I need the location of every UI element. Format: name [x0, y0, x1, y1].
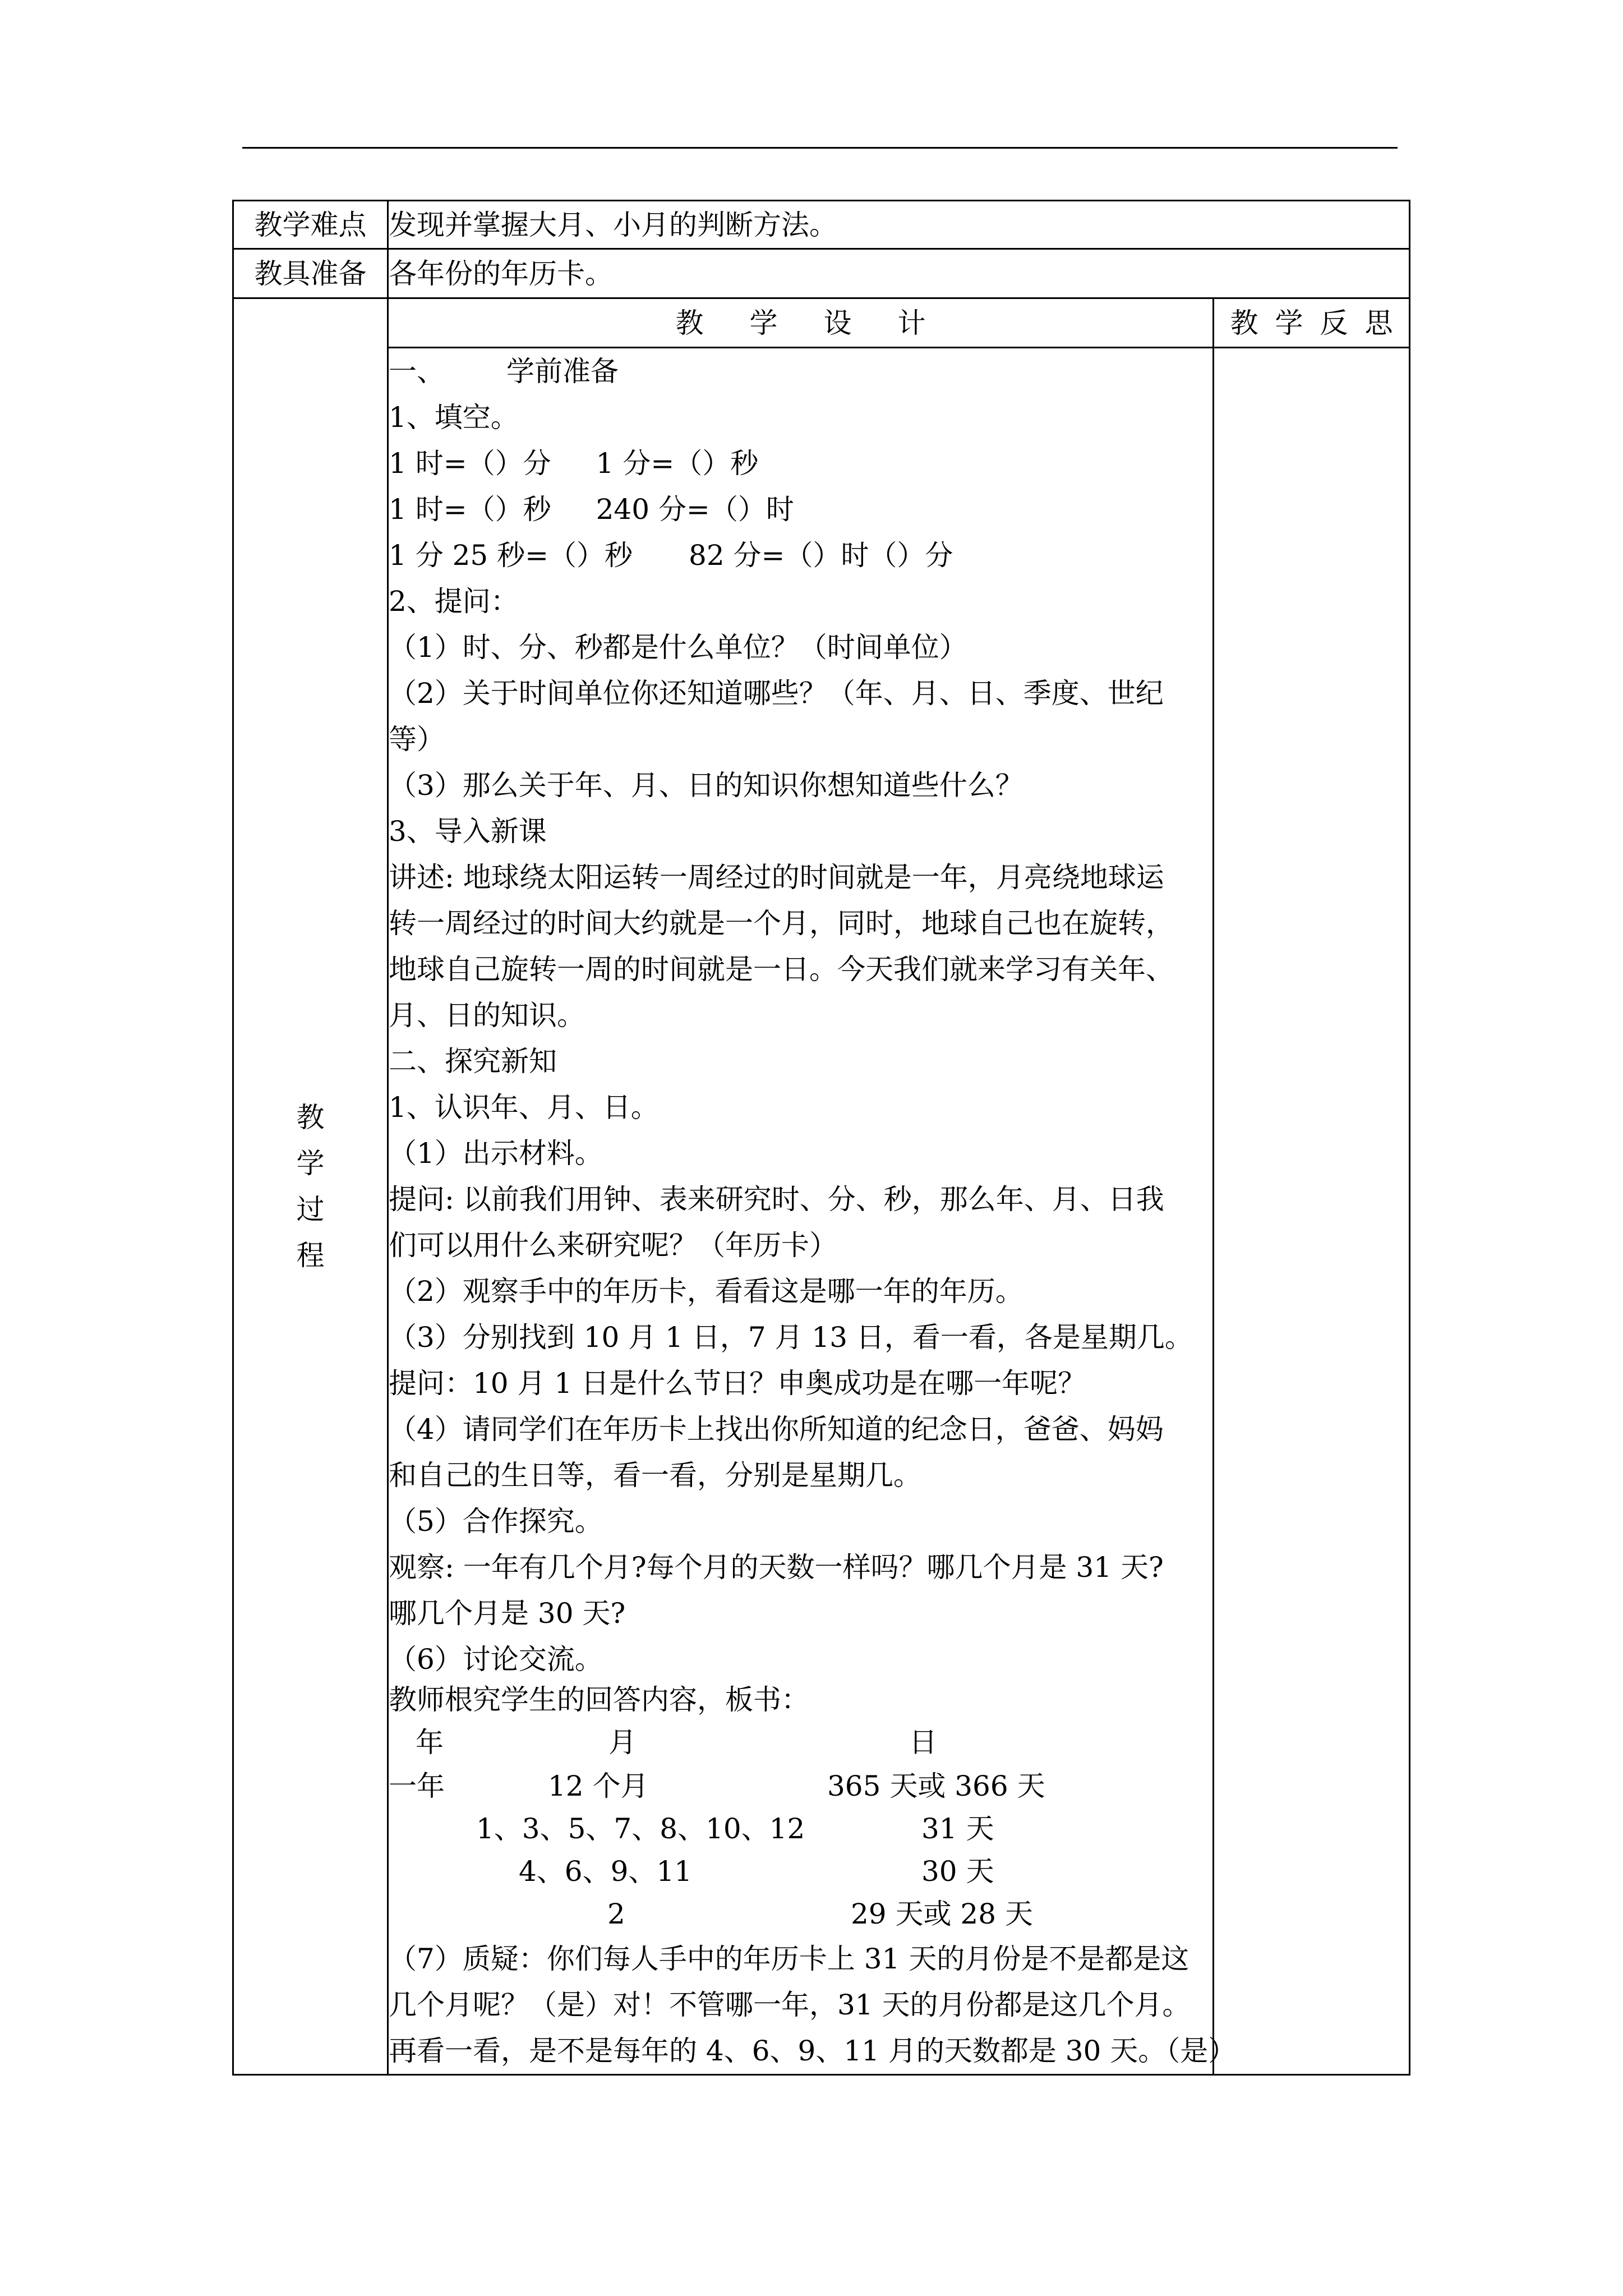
section-1-title: [389, 348, 1212, 394]
lesson-plan-table: [232, 200, 1410, 2076]
fill-blank-item: 82 分=（）时（）分: [689, 539, 953, 572]
section-1-number: 一、: [389, 355, 445, 388]
difficulty-text: 发现并掌握大月、小月的判断方法。: [388, 201, 1410, 249]
question-line: 等）: [389, 723, 445, 756]
step-line: （4）请同学们在年历卡上找出你所知道的纪念日，爸爸、妈妈: [389, 1413, 1164, 1446]
board-day-cell: 30 天: [921, 1855, 994, 1888]
process-header-row: [233, 298, 1410, 348]
board-row: [389, 1806, 1212, 1848]
materials-label: 教具准备: [233, 249, 388, 298]
design-header-char: 学: [749, 306, 778, 339]
paragraph-line: 讲述: 地球绕太阳运转一周经过的时间就是一年，月亮绕地球运: [389, 861, 1164, 894]
design-header-char: 设: [823, 306, 852, 339]
question-line: （1）时、分、秒都是什么单位？（时间单位）: [389, 631, 967, 664]
paragraph-line: 哪几个月是 30 天?: [389, 1597, 626, 1630]
step-line: 和自己的生日等，看一看，分别是星期几。: [389, 1459, 921, 1492]
process-label-char: 过: [296, 1193, 325, 1226]
board-month-cell: 12 个月: [548, 1770, 649, 1802]
paragraph-line: 提问：10 月 1 日是什么节日？申奥成功是在哪一年呢？: [389, 1367, 1086, 1400]
reflection-header-char: 学: [1275, 306, 1303, 339]
paragraph-line: 几个月呢？（是）对！不管哪一年，31 天的月份都是这几个月。: [389, 1989, 1191, 2021]
materials-text: 各年份的年历卡。: [388, 249, 1410, 298]
paragraph-line: 地球自己旋转一周的时间就是一日。今天我们就来学习有关年、: [389, 953, 1174, 986]
intro-heading: 3、导入新课: [389, 815, 547, 848]
process-label: [233, 298, 388, 2075]
fill-blank-item: 1 分=（）秒: [596, 447, 759, 480]
question-line: （2）关于时间单位你还知道哪些？（年、月、日、季度、世纪: [389, 677, 1164, 710]
design-header-char: 教: [675, 306, 704, 339]
reflection-header-char: 教: [1230, 306, 1258, 339]
board-day-cell: 31 天: [921, 1812, 994, 1845]
board-header-row: [389, 1719, 1212, 1763]
step-line: （1）出示材料。: [389, 1137, 603, 1170]
design-header-char: 计: [897, 306, 926, 339]
paragraph-line: 观察: 一年有几个月?每个月的天数一样吗？哪几个月是 31 天?: [389, 1551, 1164, 1584]
question-line: （3）那么关于年、月、日的知识你想知道些什么？: [389, 769, 1023, 802]
board-row: [389, 1763, 1212, 1806]
board-header-year: 年: [416, 1726, 444, 1759]
reflection-header: [1214, 298, 1410, 348]
step-line: （5）合作探究。: [389, 1505, 603, 1538]
board-row: [389, 1848, 1212, 1891]
board-header-month: 月: [608, 1726, 637, 1759]
header-rule: [242, 147, 1398, 149]
section-2-title: 二、探究新知: [389, 1045, 557, 1078]
subsection-heading: 1、认识年、月、日。: [389, 1091, 659, 1124]
board-month-cell: 4、6、9、11: [519, 1855, 693, 1888]
design-header: [388, 298, 1214, 348]
reflection-content: [1214, 348, 1410, 2075]
fill-blank-line: [389, 532, 1212, 578]
fill-blank-item: 1 分 25 秒=（）秒: [389, 539, 633, 572]
paragraph-line: 再看一看，是不是每年的 4、6、9、11 月的天数都是 30 天。（是）: [389, 2035, 1237, 2067]
board-day-cell: 29 天或 28 天: [851, 1898, 1033, 1930]
fill-blank-line: [389, 486, 1212, 532]
paragraph-line: 转一周经过的时间大约就是一个月，同时，地球自己也在旋转，: [389, 907, 1174, 940]
fill-blank-item: 1 时=（）秒: [389, 493, 551, 526]
board-day-cell: 365 天或 366 天: [827, 1770, 1045, 1802]
fill-blank-heading: 1、填空。: [389, 401, 519, 434]
step-line: （6）讨论交流。: [389, 1643, 603, 1676]
process-label-char: 学: [296, 1147, 325, 1180]
difficulty-row: [233, 201, 1410, 249]
design-content: [388, 348, 1237, 2075]
reflection-header-char: 思: [1364, 306, 1393, 339]
board-year-cell: 一年: [389, 1770, 445, 1802]
fill-blank-item: 240 分=（）时: [596, 493, 794, 526]
step-line: （2）观察手中的年历卡，看看这是哪一年的年历。: [389, 1275, 1023, 1308]
paragraph-line: 提问: 以前我们用钟、表来研究时、分、秒，那么年、月、日我: [389, 1183, 1164, 1216]
section-1-heading: 学前准备: [506, 355, 619, 388]
paragraph-line: 们可以用什么来研究呢？（年历卡）: [389, 1229, 837, 1262]
paragraph-line: （7）质疑：你们每人手中的年历卡上 31 天的月份是不是都是这: [389, 1943, 1189, 1975]
board-row: [389, 1891, 1212, 1936]
question-heading: 2、提问：: [389, 585, 519, 618]
fill-blank-item: 1 时=（）分: [389, 447, 551, 480]
difficulty-label: 教学难点: [233, 201, 388, 249]
board-month-cell: 1、3、5、7、8、10、12: [476, 1812, 805, 1845]
process-label-char: 教: [296, 1101, 325, 1134]
board-month-cell: 2: [607, 1898, 625, 1930]
materials-row: [233, 249, 1410, 298]
process-body-row: [233, 348, 1410, 2075]
paragraph-line: 月、日的知识。: [389, 999, 585, 1032]
board-intro: 教师根究学生的回答内容，板书：: [389, 1683, 809, 1716]
step-line: （3）分别找到 10 月 1 日，7 月 13 日，看一看，各是星期几。: [389, 1321, 1193, 1354]
fill-blank-line: [389, 440, 1212, 486]
board-header-day: 日: [909, 1726, 937, 1759]
process-label-char: 程: [296, 1239, 325, 1272]
reflection-header-char: 反: [1320, 306, 1348, 339]
